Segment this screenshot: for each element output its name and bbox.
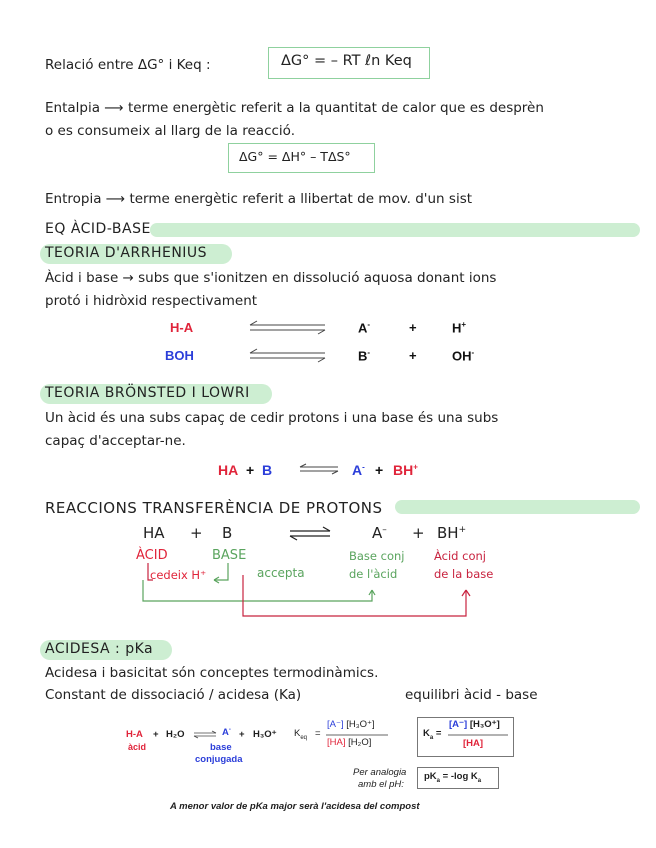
ka-plus1: + [153,729,159,740]
arrow-icon: ⟶ [104,100,128,116]
arrhenius-title: TEORIA D'ARRHENIUS [45,245,208,261]
label-accepta: accepta [257,566,305,580]
acidesa-title: ACIDESA : pKa [45,641,154,657]
entalpia-term: Entalpia [45,100,100,116]
relacio-label: Relació entre ΔG° i Keq : [45,57,211,73]
cedeix-arrow-icon [148,563,153,580]
equilibrium-arrow-icon [250,349,325,362]
pka-formula: $pK_a = -\log$ $K_a$ [424,771,482,784]
bronsted-bh: BH+ [393,462,418,478]
equilibrium-arrow-icon [300,464,338,474]
arrow-icon: ⟶ [105,191,130,207]
ka-numerator: [A⁻] [H₃O⁺] [449,719,500,730]
green-transfer-arrow-icon [143,580,375,601]
equilibrium-arrow-icon [250,321,325,334]
arrhenius-r1-reactant: H-A [170,320,194,335]
ka-h3o: H₃O⁺ [253,729,277,740]
acidesa-footer: A menor valor de pKa major serà l'acidesa del compost [170,801,420,812]
keq-numerator: [A⁻] [H₃O⁺] [327,719,375,730]
equilibrium-arrow-icon [194,731,216,738]
reaccions-plus1: + [190,524,203,542]
reaccions-title: REACCIONS TRANSFERÈNCIA DE PROTONS [45,499,383,517]
entalpia-formula: ΔG° = ΔH° – TΔS° [239,149,351,164]
ka-plus2: + [239,729,245,740]
keq-eq: = [315,728,321,739]
ka-base-label-2: conjugada [195,754,243,765]
entropia-term: Entropia [45,191,102,207]
reaccions-plus2: + [412,524,425,542]
acidesa-line2a: Constant de dissociació / acidesa (Ka) [45,687,302,703]
relacio-formula: ΔG° = – RT ℓn Keq [281,53,412,69]
arrhenius-line1: Àcid i base → subs que s'ionitzen en dissolució aquosa donant ions [45,270,497,286]
label-cedeix: cedeix H⁺ [150,568,207,582]
ka-acid-label: àcid [128,742,147,752]
arrhenius-r1-product2: H+ [452,320,467,336]
acidesa-line2b: equilibri àcid - base [405,687,538,703]
arrhenius-r2-plus: + [409,348,417,363]
bronsted-title: TEORIA BRÖNSTED I LOWRI [45,385,250,401]
bronsted-ha: HA [218,462,239,478]
label-base-conj-2: de l'àcid [349,567,398,581]
acidesa-line1: Acidesa i basicitat són conceptes termodinàmics. [45,665,379,681]
arrhenius-line2: protó i hidròxid respectivament [45,293,258,309]
label-acid-conj-1: Àcid conj [434,549,486,563]
reaccions-bh: BH+ [437,524,467,542]
ka-symbol: $K_a$ = [423,728,442,741]
arrhenius-r1-plus: + [409,320,417,335]
red-transfer-arrow-icon [243,575,470,616]
equilibrium-arrow-icon [290,527,330,540]
entropia-desc: terme energètic referit a llibertat de mov. d'un sist [129,191,473,207]
ka-h2o: H₂O [166,729,185,740]
arrhenius-r1-product1: A- [358,320,371,336]
label-base: BASE [212,548,247,563]
entalpia-line2: o es consumeix al llarg de la reacció. [45,123,295,139]
ka-a: A- [222,727,231,739]
ka-denominator: [HA] [463,738,484,749]
reaccions-ha: HA [143,524,165,542]
ka-ha: H-A [126,729,143,740]
keq-denominator: [HA] [H₂O] [327,737,372,748]
label-acid-conj-2: de la base [434,567,494,581]
section-title: EQ ÀCID-BASE [45,221,151,237]
bronsted-plus2: + [375,462,384,478]
ka-base-label-1: base [210,742,232,753]
accepta-arrow-icon [214,563,228,583]
analogia-1: Per analogia [353,767,407,778]
arrhenius-r2-product1: B- [358,348,371,364]
bronsted-line1: Un àcid és una subs capaç de cedir protons i una base és una subs [45,410,499,426]
label-acid: ÀCID [136,548,168,563]
analogia-2: amb el pH: [358,779,404,790]
entalpia-line1: terme energètic referit a la quantitat de calor que es desprèn [127,100,544,116]
bronsted-line2: capaç d'acceptar-ne. [45,433,186,449]
keq-symbol: $K_{eq}$ [294,728,308,741]
label-base-conj-1: Base conj [349,549,405,563]
reaccions-a: A– [372,524,387,542]
arrhenius-r2-product2: OH- [452,348,475,364]
arrhenius-r2-reactant: BOH [165,348,194,363]
bronsted-a: A- [352,462,365,478]
bronsted-b: B [262,462,273,478]
reaccions-b: B [222,524,233,542]
bronsted-plus1: + [246,462,255,478]
